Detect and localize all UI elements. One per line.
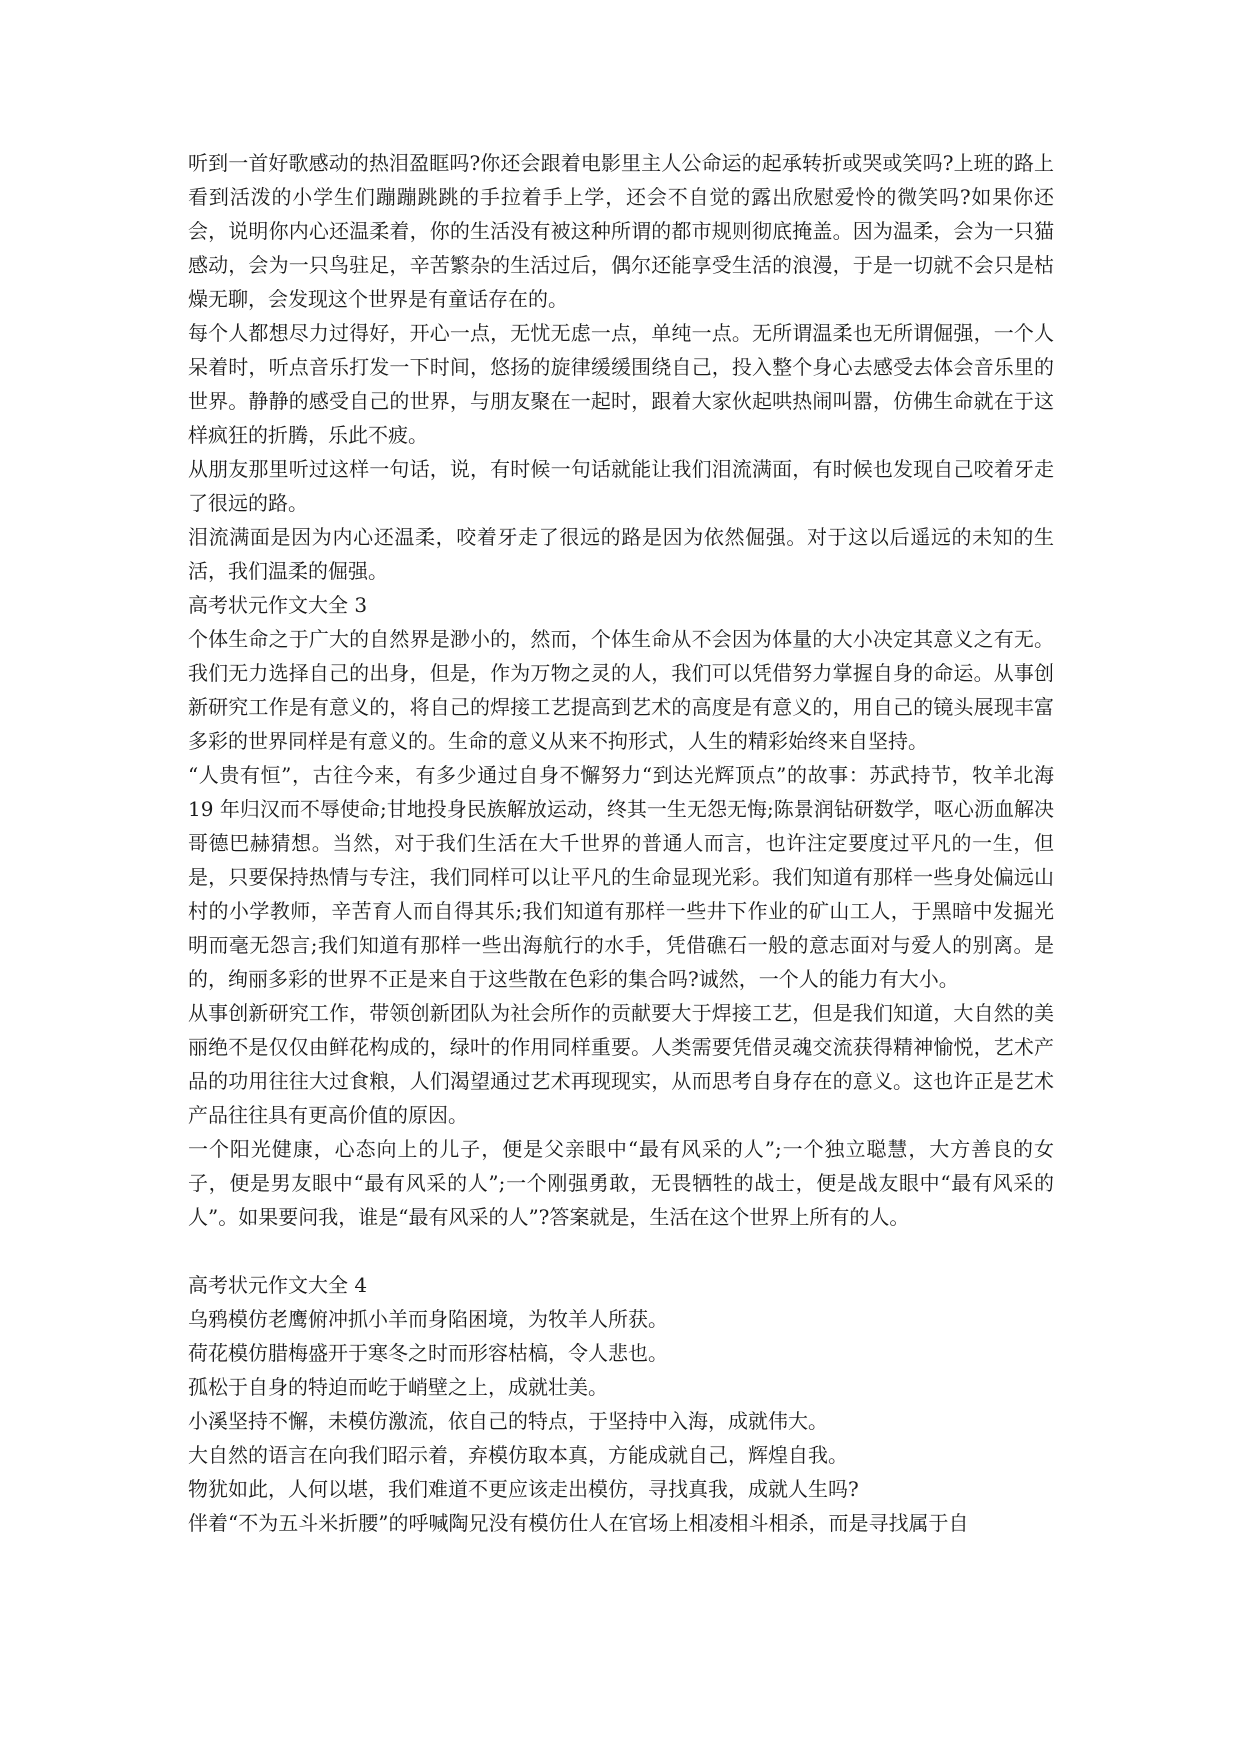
paragraph: 孤松于自身的特迫而屹于峭壁之上，成就壮美。 [188, 1375, 608, 1399]
paragraph: 从事创新研究工作，带领创新团队为社会所作的贡献要大于焊接工艺，但是我们知道，大自然的美丽绝不是仅仅由鲜花构成的，绿叶的作用同样重要。人类需要凭借灵魂交流获得精神愉悦，艺术产品的功用往往大过食粮，人们渴望通过艺术再现现实，从而思考自身存在的意义。这也许正是艺术产品往往具有更高价值的原因。 [188, 1001, 1054, 1127]
paragraph: 乌鸦模仿老鹰俯冲抓小羊而身陷困境，为牧羊人所获。 [188, 1307, 668, 1331]
paragraph: 听到一首好歌感动的热泪盈眶吗?你还会跟着电影里主人公命运的起承转折或哭或笑吗?上班的路上看到活泼的小学生们蹦蹦跳跳的手拉着手上学，还会不自觉的露出欣慰爱怜的微笑吗?如果你还会，说明你内心还温柔着，你的生活没有被这种所谓的都市规则彻底掩盖。因为温柔，会为一只猫感动，会为一只鸟驻足，辛苦繁杂的生活过后，偶尔还能享受生活的浪漫，于是一切就不会只是枯燥无聊，会发现这个世界是有童话存在的。 [188, 151, 1054, 311]
paragraph: 小溪坚持不懈，未模仿激流，依自己的特点，于坚持中入海，成就伟大。 [188, 1409, 828, 1433]
paragraph: 伴着“不为五斗米折腰”的呼喊陶兄没有模仿仕人在官场上相凌相斗相杀，而是寻找属于自 [188, 1511, 969, 1535]
paragraph: 大自然的语言在向我们昭示着，弃模仿取本真，方能成就自己，辉煌自我。 [188, 1443, 848, 1467]
blank-line [188, 1234, 1054, 1268]
section-heading: 高考状元作文大全 3 [188, 593, 368, 617]
paragraph: “人贵有恒”，古往今来，有多少通过自身不懈努力“到达光辉顶点”的故事：苏武持节，牧羊北海 19 年归汉而不辱使命;甘地投身民族解放运动，终其一生无怨无悔;陈景润钻研数学，呕心沥血解决哥德巴赫猜想。当然，对于我们生活在大千世界的普通人而言，也许注定要度过平凡的一生，但是，只要保持热情与专注，我们同样可以让平凡的生命显现光彩。我们知道有那样一些身处偏远山村的小学教师，辛苦育人而自得其乐;我们知道有那样一些井下作业的矿山工人，于黑暗中发掘光明而毫无怨言;我们知道有那样一些出海航行的水手，凭借礁石一般的意志面对与爱人的别离。是的，绚丽多彩的世界不正是来自于这些散在色彩的集合吗?诚然，一个人的能力有大小。 [188, 763, 1054, 991]
paragraph: 从朋友那里听过这样一句话，说，有时候一句话就能让我们泪流满面，有时候也发现自己咬着牙走了很远的路。 [188, 457, 1054, 515]
paragraph: 一个阳光健康，心态向上的儿子，便是父亲眼中“最有风采的人”;一个独立聪慧，大方善良的女子，便是男友眼中“最有风采的人”;一个刚强勇敢，无畏牺牲的战士，便是战友眼中“最有风采的人”。如果要问我，谁是“最有风采的人”?答案就是，生活在这个世界上所有的人。 [188, 1137, 1054, 1229]
document-page [188, 146, 1054, 1540]
paragraph: 泪流满面是因为内心还温柔，咬着牙走了很远的路是因为依然倔强。对于这以后遥远的未知的生活，我们温柔的倔强。 [188, 525, 1054, 583]
paragraph: 个体生命之于广大的自然界是渺小的，然而，个体生命从不会因为体量的大小决定其意义之有无。我们无力选择自己的出身，但是，作为万物之灵的人，我们可以凭借努力掌握自身的命运。从事创新研究工作是有意义的，将自己的焊接工艺提高到艺术的高度是有意义的，用自己的镜头展现丰富多彩的世界同样是有意义的。生命的意义从来不拘形式，人生的精彩始终来自坚持。 [188, 627, 1054, 753]
paragraph: 荷花模仿腊梅盛开于寒冬之时而形容枯槁，令人悲也。 [188, 1341, 668, 1365]
paragraph: 每个人都想尽力过得好，开心一点，无忧无虑一点，单纯一点。无所谓温柔也无所谓倔强，一个人呆着时，听点音乐打发一下时间，悠扬的旋律缓缓围绕自己，投入整个身心去感受去体会音乐里的世界。静静的感受自己的世界，与朋友聚在一起时，跟着大家伙起哄热闹叫嚣，仿佛生命就在于这样疯狂的折腾，乐此不疲。 [188, 321, 1054, 447]
paragraph: 物犹如此，人何以堪，我们难道不更应该走出模仿，寻找真我，成就人生吗? [188, 1477, 859, 1501]
section-heading: 高考状元作文大全 4 [188, 1273, 368, 1297]
